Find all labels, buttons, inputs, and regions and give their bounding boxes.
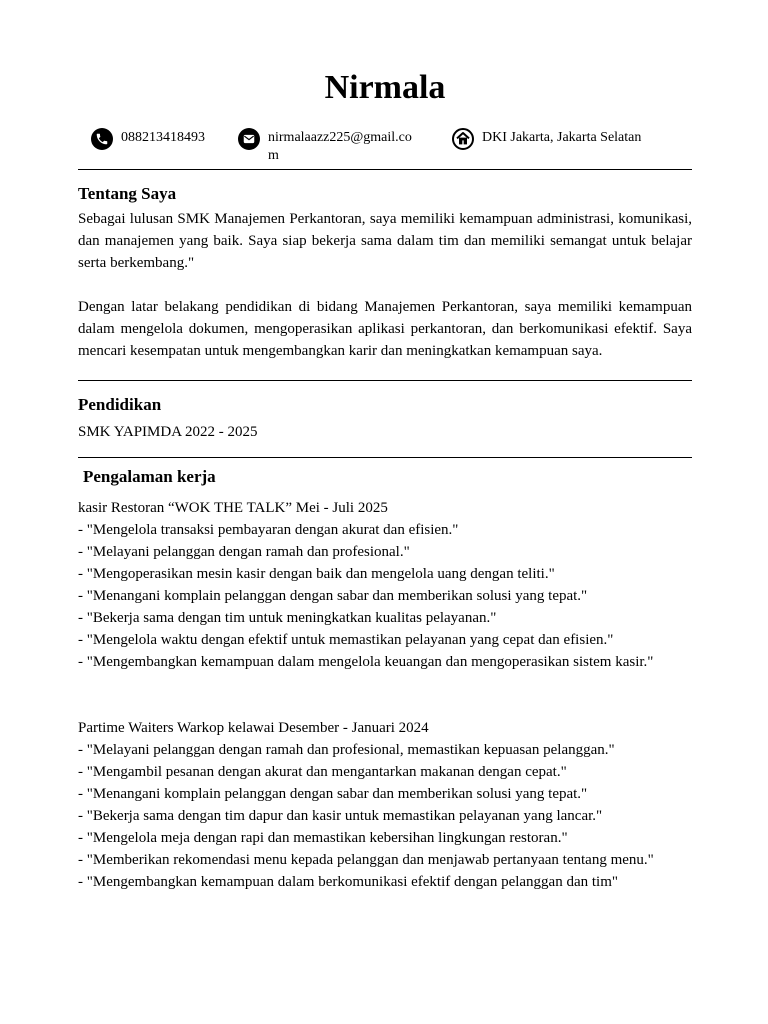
list-item: - "Melayani pelanggan dengan ramah dan profesional, memastikan kepuasan pelanggan.": [78, 742, 615, 758]
about-paragraph-2: Dengan latar belakang pendidikan di bidang Manajemen Perkantoran, saya memiliki kemampuan dalam mengelola dokumen, mengoperasikan aplikasi perkantoran, dan berkomunikasi efektif. Saya mencari kesempatan untuk mengembangkan karir dan meningkatkan kemampuan saya.: [78, 299, 692, 359]
location-text: DKI Jakarta, Jakarta Selatan: [482, 130, 642, 145]
job-2-list: [78, 739, 692, 893]
divider: [78, 380, 692, 381]
mail-icon: [238, 128, 260, 150]
about-paragraph-1: Sebagai lulusan SMK Manajemen Perkantoran, saya memiliki kemampuan administrasi, komunikasi, dan manajemen yang baik. Saya siap bekerja sama dalam tim dan memiliki semangat untuk belajar serta berkembang.": [78, 211, 692, 271]
education-entry: SMK YAPIMDA 2022 - 2025: [78, 424, 258, 440]
list-item: - "Mengambil pesanan dengan akurat dan mengantarkan makanan dengan cepat.": [78, 764, 567, 780]
list-item: - "Melayani pelanggan dengan ramah dan profesional.": [78, 544, 410, 560]
home-icon: [452, 128, 474, 150]
divider: [78, 169, 692, 170]
list-item: - "Menangani komplain pelanggan dengan sabar dan memberikan solusi yang tepat.": [78, 786, 588, 802]
list-item: - "Mengembangkan kemampuan dalam mengelola keuangan dan mengoperasikan sistem kasir.": [78, 654, 654, 670]
education-heading: Pendidikan: [78, 395, 162, 414]
list-item: - "Mengelola meja dengan rapi dan memastikan kebersihan lingkungan restoran.": [78, 830, 568, 846]
phone-icon: [91, 128, 113, 150]
list-item: - "Menangani komplain pelanggan dengan sabar dan memberikan solusi yang tepat.": [78, 588, 588, 604]
job-1-list: [78, 519, 692, 673]
email-text[interactable]: nirmalaazz225@gmail.co m: [268, 130, 412, 163]
job-2-title: Partime Waiters Warkop kelawai Desember - Januari 2024: [78, 720, 429, 736]
list-item: - "Mengelola transaksi pembayaran dengan akurat dan efisien.": [78, 522, 459, 538]
about-heading: Tentang Saya: [78, 184, 177, 203]
job-1-title: kasir Restoran “WOK THE TALK” Mei - Juli 2025: [78, 500, 388, 516]
list-item: - "Memberikan rekomendasi menu kepada pelanggan dan menjawab pertanyaan tentang menu.": [78, 852, 654, 868]
candidate-name: Nirmala: [324, 69, 446, 106]
list-item: - "Mengembangkan kemampuan dalam berkomunikasi efektif dengan pelanggan dan tim": [78, 874, 618, 890]
list-item: - "Bekerja sama dengan tim untuk meningkatkan kualitas pelayanan.": [78, 610, 497, 626]
list-item: - "Mengoperasikan mesin kasir dengan baik dan mengelola uang dengan teliti.": [78, 566, 555, 582]
experience-heading: Pengalaman kerja: [83, 467, 216, 486]
phone-text: 088213418493: [121, 130, 205, 145]
divider: [78, 457, 692, 458]
list-item: - "Mengelola waktu dengan efektif untuk memastikan pelayanan yang cepat dan efisien.": [78, 632, 614, 648]
list-item: - "Bekerja sama dengan tim dapur dan kasir untuk memastikan pelayanan yang lancar.": [78, 808, 603, 824]
